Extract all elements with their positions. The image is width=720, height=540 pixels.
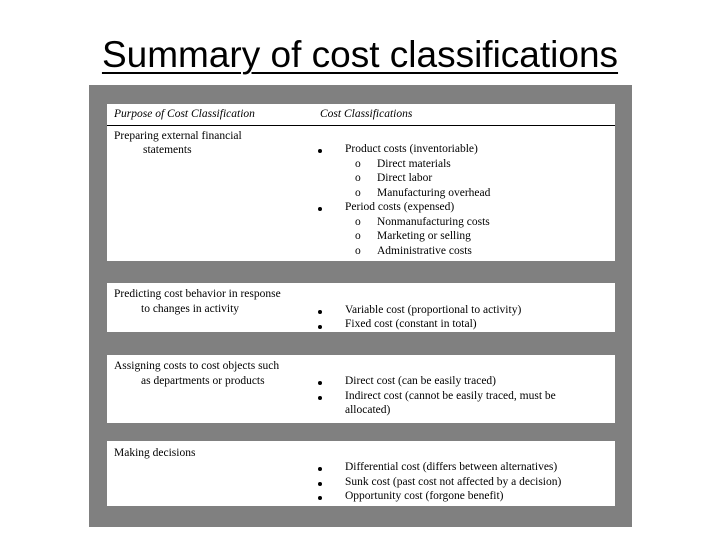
bullet-icon — [318, 310, 322, 314]
bullet-icon — [318, 325, 322, 329]
list-item: Product costs (inventoriable) — [345, 143, 478, 155]
sub-bullet-icon: o — [355, 245, 361, 257]
list-item: Opportunity cost (forgone benefit) — [345, 490, 504, 502]
sub-list-item: Direct materials — [377, 158, 451, 170]
sub-bullet-icon: o — [355, 172, 361, 184]
list-item: Variable cost (proportional to activity) — [345, 304, 522, 316]
sub-bullet-icon: o — [355, 158, 361, 170]
list-item: Direct cost (can be easily traced) — [345, 375, 497, 387]
bullet-icon — [318, 482, 322, 486]
sub-bullet-icon: o — [355, 187, 361, 199]
list-item: Differential cost (differs between alternatives) — [345, 461, 558, 473]
sub-list-item: Marketing or selling — [377, 230, 471, 242]
sub-list-item: Manufacturing overhead — [377, 187, 491, 199]
list-item-continuation: allocated) — [345, 404, 391, 416]
bullet-icon — [318, 467, 322, 471]
bullet-icon — [318, 396, 322, 400]
purpose-line: Making decisions — [114, 447, 196, 459]
list-item: Indirect cost (cannot be easily traced, must be — [345, 390, 556, 402]
table-header — [107, 104, 615, 261]
bullet-icon — [318, 149, 322, 153]
header-purpose: Purpose of Cost Classification — [114, 108, 255, 120]
sub-list-item: Nonmanufacturing costs — [377, 216, 490, 228]
purpose-line: Assigning costs to cost objects such — [114, 360, 280, 372]
purpose-line: Predicting cost behavior in response — [114, 288, 281, 300]
purpose-line: statements — [143, 144, 192, 156]
purpose-line: to changes in activity — [141, 303, 240, 315]
list-item: Period costs (expensed) — [345, 201, 455, 213]
bullet-icon — [318, 496, 322, 500]
list-item: Sunk cost (past cost not affected by a decision) — [345, 476, 562, 488]
purpose-line: as departments or products — [141, 375, 265, 387]
list-item: Fixed cost (constant in total) — [345, 318, 477, 330]
sub-list-item: Administrative costs — [377, 245, 472, 257]
bullet-icon — [318, 381, 322, 385]
header-rule — [107, 125, 615, 126]
bullet-icon — [318, 207, 322, 211]
purpose-line: Preparing external financial — [114, 130, 242, 142]
header-classifications: Cost Classifications — [320, 108, 413, 120]
page-title: Summary of cost classifications — [101, 34, 619, 75]
sub-bullet-icon: o — [355, 216, 361, 228]
sub-list-item: Direct labor — [377, 172, 433, 184]
sub-bullet-icon: o — [355, 230, 361, 242]
